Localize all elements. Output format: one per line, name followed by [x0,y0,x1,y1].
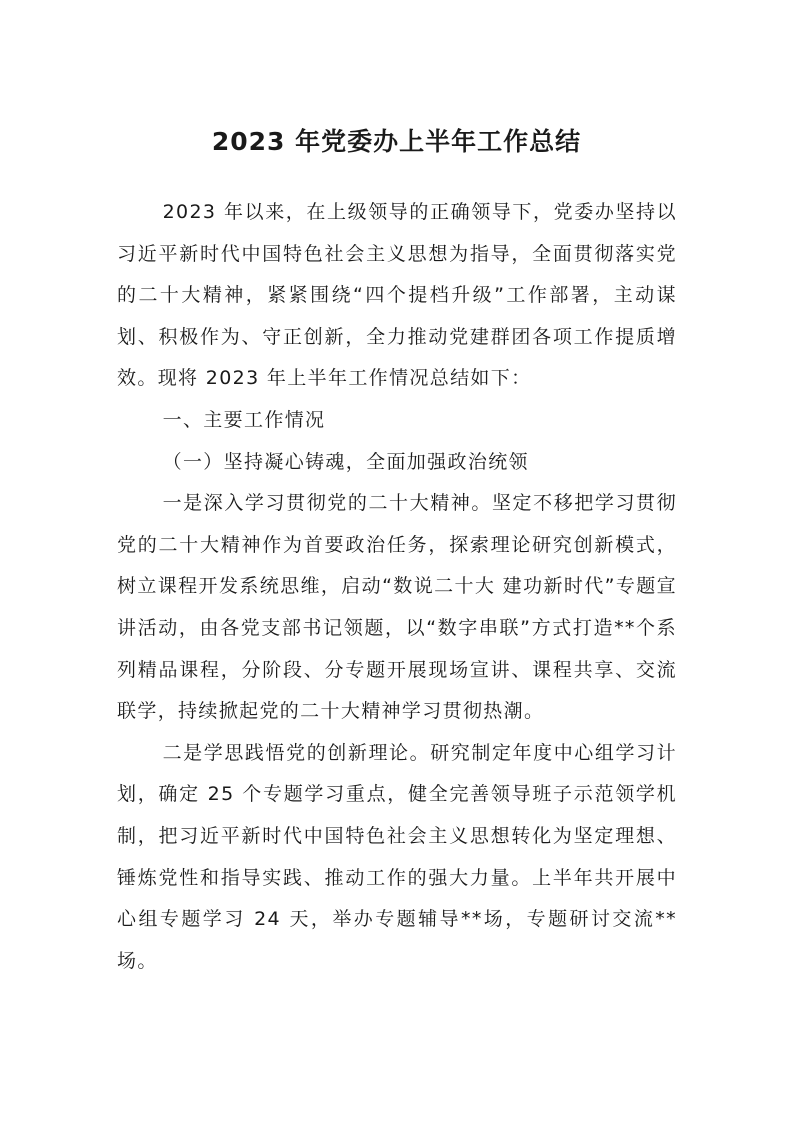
section-heading: 一、主要工作情况 [162,408,326,431]
subsection-heading: （一）坚持凝心铸魂，全面加强政治统领 [162,450,529,473]
document-title: 2023 年党委办上半年工作总结 [211,127,582,156]
document-body [117,192,677,982]
paragraph-point-two: 二是学思践悟党的创新理论。研究制定年度中心组学习计划，确定 25 个专题学习重点，健全完善领导班子示范领学机制，把习近平新时代中国特色社会主义思想转化为坚定理想、锤炼党性和指导实践、推动工作的强大力量。上半年共开展中心组专题学习 24 天，举办专题辅导**场，专题研讨交流**场。 [117,741,677,972]
intro-paragraph: 2023 年以来，在上级领导的正确领导下，党委办坚持以习近平新时代中国特色社会主义思想为指导，全面贯彻落实党的二十大精神，紧紧围绕“四个提档升级”工作部署，主动谋划、积极作为、守正创新，全力推动党建群团各项工作提质增效。现将 2023 年上半年工作情况总结如下： [117,201,677,390]
paragraph-point-one: 一是深入学习贯彻党的二十大精神。坚定不移把学习贯彻党的二十大精神作为首要政治任务，探索理论研究创新模式，树立课程开发系统思维，启动“数说二十大 建功新时代”专题宣讲活动，由各党支部书记领题，以“数字串联”方式打造**个系列精品课程，分阶段、分专题开展现场宣讲、课程共享、交流联学，持续掀起党的二十大精神学习贯彻热潮。 [117,492,677,723]
